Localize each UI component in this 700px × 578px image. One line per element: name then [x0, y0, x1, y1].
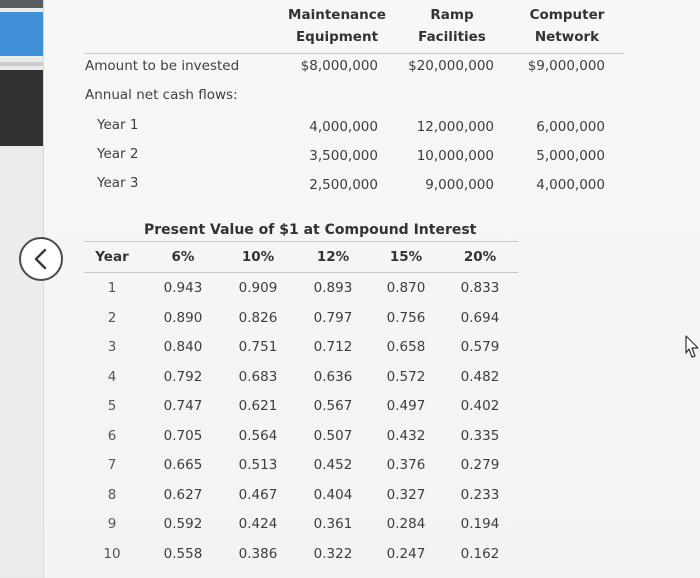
pv-factor-cell: 0.404 — [313, 486, 353, 503]
pv-factor-cell: 0.376 — [386, 457, 426, 473]
cash-flow-value: 10,000,000 — [416, 148, 494, 164]
back-button[interactable] — [19, 237, 63, 281]
pointer-cursor-icon — [683, 334, 700, 362]
pv-factor-cell: 0.361 — [313, 516, 353, 532]
amount-value: $20,000,000 — [408, 58, 494, 74]
pv-factor-cell: 0.890 — [163, 309, 203, 326]
pv-year-cell: 4 — [107, 368, 117, 385]
pv-title-rule — [84, 241, 518, 242]
column-header-line1: Ramp — [430, 7, 474, 23]
amount-value: $9,000,000 — [527, 58, 605, 74]
pv-factor-cell: 0.432 — [386, 427, 426, 444]
pv-factor-cell: 0.162 — [460, 545, 500, 562]
pv-factor-cell: 0.322 — [313, 545, 353, 562]
pv-year-cell: 10 — [103, 545, 121, 562]
pv-factor-cell: 0.792 — [163, 368, 203, 385]
pv-factor-cell: 0.327 — [386, 486, 426, 503]
pv-factor-cell: 0.482 — [460, 368, 500, 385]
pv-factor-cell: 0.567 — [313, 398, 353, 414]
pv-year-cell: 5 — [107, 398, 117, 414]
cash-flow-year-label: Year 3 — [97, 175, 139, 191]
pv-factor-cell: 0.452 — [313, 457, 353, 473]
investment-header-rule — [84, 53, 624, 54]
pv-factor-cell: 0.467 — [238, 486, 278, 503]
pv-table-title: Present Value of $1 at Compound Interest — [144, 222, 477, 238]
pv-factor-cell: 0.592 — [163, 516, 203, 532]
pv-factor-cell: 0.558 — [163, 545, 203, 562]
amount-value: $8,000,000 — [300, 58, 378, 74]
pv-factor-cell: 0.870 — [386, 280, 426, 296]
pv-factor-cell: 0.665 — [163, 457, 203, 473]
pv-factor-cell: 0.424 — [238, 516, 278, 532]
cash-flow-value: 9,000,000 — [425, 177, 494, 193]
pv-year-cell: 2 — [107, 309, 117, 326]
amount-label: Amount to be invested — [85, 58, 240, 74]
pv-factor-cell: 0.507 — [313, 427, 353, 444]
pv-year-cell: 3 — [107, 339, 117, 355]
pv-factor-cell: 0.909 — [238, 280, 278, 296]
chevron-left-icon — [31, 247, 51, 271]
pv-factor-cell: 0.943 — [163, 280, 203, 296]
column-header-line2: Equipment — [295, 29, 379, 45]
cash-flow-year-label: Year 1 — [97, 117, 139, 133]
pv-column-header: 6% — [171, 249, 195, 265]
pv-factor-cell: 0.840 — [163, 339, 203, 355]
pv-factor-cell: 0.627 — [163, 486, 203, 503]
pv-factor-cell: 0.705 — [163, 427, 203, 444]
pv-factor-cell: 0.279 — [460, 457, 500, 473]
pv-factor-cell: 0.658 — [386, 339, 426, 355]
pv-factor-cell: 0.497 — [386, 398, 426, 414]
pv-factor-cell: 0.751 — [238, 339, 278, 355]
side-strip — [0, 0, 44, 578]
pv-factor-cell: 0.797 — [313, 309, 353, 326]
pv-year-cell: 7 — [107, 457, 117, 473]
pv-factor-cell: 0.233 — [460, 486, 500, 503]
pv-factor-cell: 0.712 — [313, 339, 353, 355]
pv-year-cell: 6 — [107, 427, 117, 444]
pv-column-header: 20% — [463, 249, 497, 265]
pv-factor-cell: 0.694 — [460, 309, 500, 326]
pv-factor-cell: 0.636 — [313, 368, 353, 385]
column-header-line1: Maintenance — [288, 7, 386, 23]
pv-factor-cell: 0.572 — [386, 368, 426, 385]
pv-year-cell: 9 — [107, 516, 117, 532]
pv-factor-cell: 0.621 — [238, 398, 278, 414]
pv-factor-cell: 0.747 — [163, 398, 203, 414]
pv-column-header: 12% — [316, 249, 350, 265]
cash-flow-value: 4,000,000 — [309, 119, 378, 135]
column-header-line1: Computer — [529, 7, 605, 23]
pv-year-cell: 8 — [107, 486, 117, 503]
cash-flow-value: 12,000,000 — [416, 119, 494, 135]
strip-bar — [0, 146, 43, 576]
pv-factor-cell: 0.247 — [386, 545, 426, 562]
pv-factor-cell: 0.402 — [460, 398, 500, 414]
pv-factor-cell: 0.335 — [460, 427, 500, 444]
pv-factor-cell: 0.579 — [460, 339, 500, 355]
pv-factor-cell: 0.893 — [313, 280, 353, 296]
pv-factor-cell: 0.513 — [238, 457, 278, 473]
pv-column-header: 10% — [241, 249, 275, 265]
strip-dark-bar — [0, 70, 43, 146]
cash-flows-label: Annual net cash flows: — [85, 87, 238, 103]
pv-year-cell: 1 — [107, 280, 117, 296]
pv-factor-cell: 0.826 — [238, 309, 278, 326]
cash-flow-year-label: Year 2 — [97, 146, 139, 162]
cash-flow-value: 5,000,000 — [536, 148, 605, 164]
strip-accent-bar — [0, 12, 43, 56]
pv-factor-cell: 0.194 — [460, 516, 500, 532]
cash-flow-value: 3,500,000 — [309, 148, 378, 164]
pv-factor-cell: 0.284 — [386, 516, 426, 532]
column-header-line2: Facilities — [418, 29, 486, 45]
pv-factor-cell: 0.756 — [386, 309, 426, 326]
pv-factor-cell: 0.833 — [460, 280, 500, 296]
pv-column-header: 15% — [389, 249, 423, 265]
strip-bar — [0, 62, 43, 66]
strip-bar — [0, 0, 43, 8]
pv-header-rule — [84, 272, 518, 273]
cash-flow-value: 2,500,000 — [309, 177, 378, 193]
cash-flow-value: 6,000,000 — [536, 119, 605, 135]
pv-factor-cell: 0.564 — [238, 427, 278, 444]
column-header-line2: Network — [534, 29, 600, 45]
cash-flow-value: 4,000,000 — [536, 177, 605, 193]
pv-factor-cell: 0.386 — [238, 545, 278, 562]
pv-factor-cell: 0.683 — [238, 368, 278, 385]
pv-column-header: Year — [95, 249, 129, 265]
